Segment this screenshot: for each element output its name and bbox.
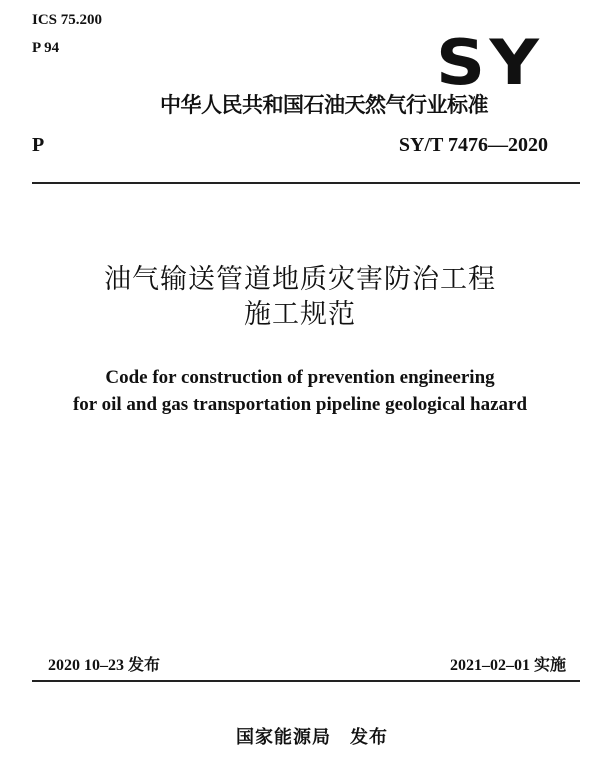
footer-divider — [32, 680, 580, 682]
classification-code: P — [32, 134, 45, 156]
issue-date: 2020 10–23 发布 — [48, 657, 161, 674]
ics-code: ICS 75.200 — [32, 12, 103, 28]
title-chinese-line2: 施工规范 — [244, 299, 356, 330]
header-divider — [32, 182, 580, 184]
publisher: 国家能源局 发布 — [236, 727, 388, 748]
title-chinese-line1: 油气输送管道地质灾害防治工程 — [104, 264, 496, 295]
p-code: P 94 — [32, 40, 60, 56]
implementation-date: 2021–02–01 实施 — [449, 657, 566, 674]
title-english-line2: for oil and gas transportation pipeline geological hazard — [72, 394, 528, 415]
title-english-line1: Code for construction of prevention engineering — [105, 367, 495, 388]
sy-logo: SY — [436, 26, 544, 99]
standard-organization: 中华人民共和国石油天然气行业标准 — [160, 93, 488, 117]
standard-number: SY/T 7476—2020 — [398, 134, 548, 156]
